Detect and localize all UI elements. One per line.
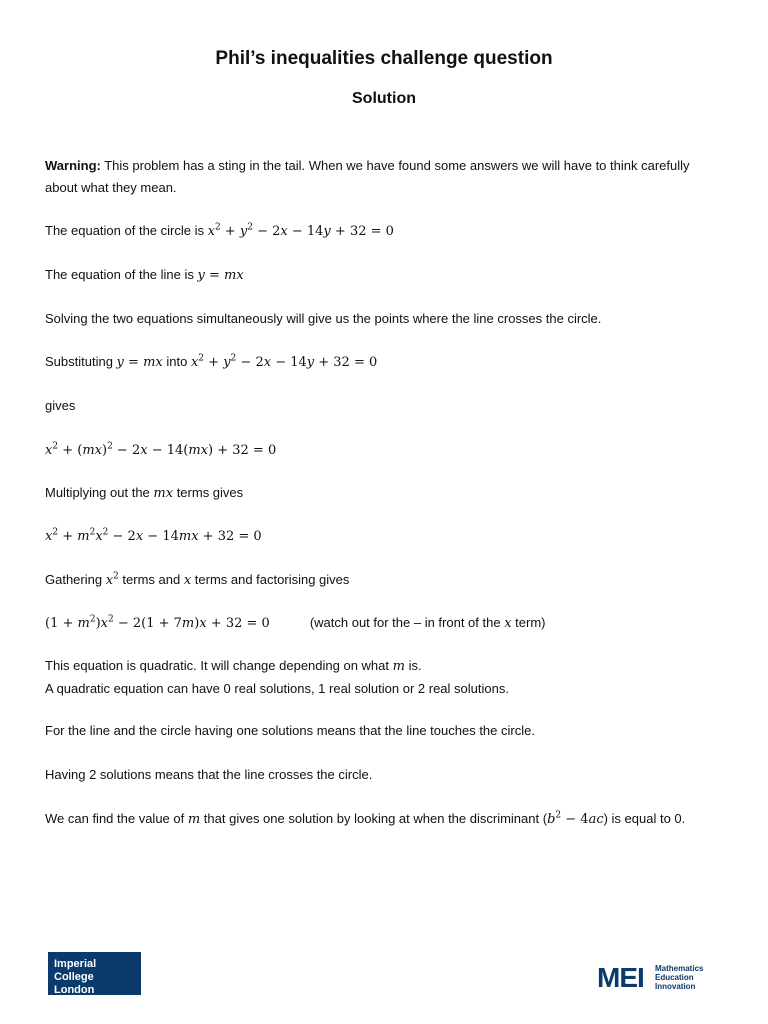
discriminant-paragraph: We can find the value of m that gives one solution by looking at when the discriminant $(b^2 - 4ac)$ is equal to 0. xyxy=(45,810,686,827)
line-equation: y = mx xyxy=(197,268,244,283)
warning-label: Warning: xyxy=(45,158,101,173)
gathering-text-b: terms and xyxy=(118,572,184,587)
mei-logo-tagline: Mathematics Education Innovation xyxy=(655,964,704,991)
quadratic-text-a: This equation is quadratic. It will change depending on what xyxy=(45,658,393,673)
quadratic-text-b: is. xyxy=(404,658,422,673)
mx-term: mx xyxy=(153,486,174,501)
page-subtitle: Solution xyxy=(352,90,416,107)
circle-equation: $x^2 + y^2 - 2x - 14y + 32 = 0$ xyxy=(207,222,394,239)
circle-intro-text: The equation of the circle is xyxy=(45,223,208,238)
subst-text-a: Substituting xyxy=(45,354,117,369)
gathering-text-c: terms and factorising gives xyxy=(191,572,350,587)
two-solutions-paragraph: Having 2 solutions means that the line crosses the circle. xyxy=(45,767,373,782)
discriminant-text-a: We can find the value of xyxy=(45,811,188,826)
quadratic-text-2: A quadratic equation can have 0 real solutions, 1 real solution or 2 real solutions. xyxy=(45,680,509,696)
multiplying-text-a: Multiplying out the xyxy=(45,485,154,500)
substituted-equation: $x^2 + (mx)^2 - 2x - 14(mx) + 32 = 0$ xyxy=(45,441,277,458)
imperial-logo-line1: Imperial College xyxy=(54,958,97,983)
solving-paragraph: Solving the two equations simultaneously will give us the points where the line crosses the circle. xyxy=(45,311,602,326)
subst-text-b: into xyxy=(162,354,191,369)
mei-logo-letters: MEI xyxy=(597,962,644,993)
discriminant-expression: $b^2 - 4ac$ xyxy=(547,810,604,827)
quadratic-paragraph: This equation is quadratic. It will change depending on what m is. A quadratic equation can have 0 real solutions, 1 real solution or 2 real solutions. xyxy=(45,658,509,696)
imperial-logo-line2: London xyxy=(54,984,95,996)
multiplying-text-b: terms gives xyxy=(173,485,244,500)
expanded-equation: $x^2 + m^2x^2 - 2x - 14mx + 32 = 0$ xyxy=(45,527,262,544)
multiplying-paragraph xyxy=(45,482,725,505)
gathering-text-a: Gathering xyxy=(45,572,106,587)
line-equation-paragraph xyxy=(45,264,725,287)
warning-paragraph xyxy=(45,155,725,198)
subst-line-eq: y = mx xyxy=(116,355,163,370)
discriminant-text-c: ) is equal to 0. xyxy=(603,811,686,826)
circle-equation-paragraph xyxy=(45,220,725,243)
mei-logo xyxy=(597,960,727,996)
factorised-equation: $(1 + m^2)x^2 - 2(1 + 7m)x + 32 = 0$ (watch out for the – in front of the x term) xyxy=(45,614,546,631)
imperial-college-logo xyxy=(48,952,141,995)
watch-out-note: (watch out for the – in front of the x term) xyxy=(309,615,546,631)
discriminant-text-b: that gives one solution by looking at when the discriminant ( xyxy=(200,811,548,826)
one-solution-paragraph: For the line and the circle having one solutions means that the line touches the circle. xyxy=(45,723,535,738)
subst-circle-eq: $x^2 + y^2 - 2x - 14y + 32 = 0$ xyxy=(190,353,378,370)
page-title: Phil’s inequalities challenge question xyxy=(215,48,553,69)
gives-paragraph: gives xyxy=(45,398,76,413)
substituting-paragraph xyxy=(45,351,725,374)
gathering-paragraph: Gathering $x^2$ terms and x terms and factorising gives xyxy=(45,571,350,588)
warning-text: This problem has a sting in the tail. When we have found some answers we will have to think carefully about what they mean. xyxy=(45,158,690,195)
line-intro-text: The equation of the line is xyxy=(45,267,198,282)
